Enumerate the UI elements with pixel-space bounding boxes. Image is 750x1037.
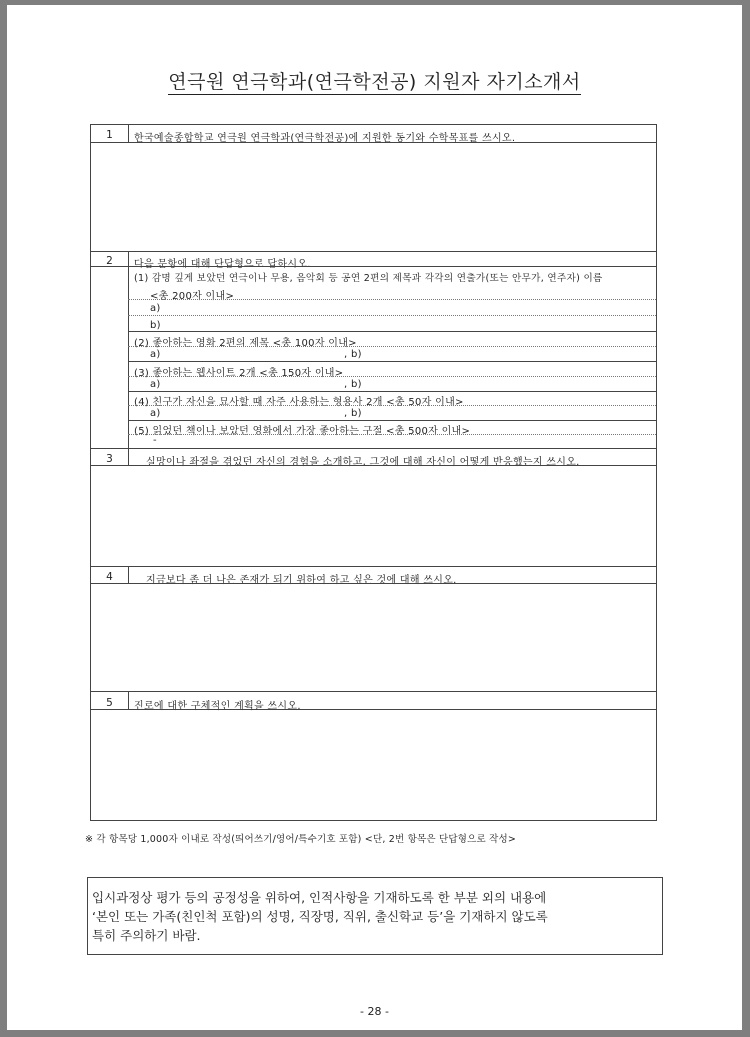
q2-sub4: (4) 친구가 자신을 묘사할 때 자주 사용하는 형용사 2개 <총 50자 이내> — [134, 397, 464, 408]
q2-sub1-answer-b: b) — [150, 320, 161, 331]
page-number: - 28 - — [360, 1005, 389, 1018]
q2-sub3: (3) 좋아하는 웹사이트 2개 <총 150자 이내> — [134, 368, 344, 379]
q2-sub1-answer-a: a) — [150, 303, 161, 314]
q2-text: 다음 문항에 대해 단답형으로 답하시오. — [134, 259, 311, 270]
q2-sub1-limit: <총 200자 이내> — [150, 291, 235, 302]
page-title: 연극원 연극학과(연극학전공) 지원자 자기소개서 — [168, 71, 581, 93]
footnote: ※ 각 항목당 1,000자 이내로 작성(띄어쓰기/영어/특수기호 포함) <단, 2번 항목은 단답형으로 작성> — [85, 834, 516, 845]
q2-sub4-answer-b: , b) — [344, 408, 362, 419]
q2-sub5: (5) 읽었던 책이나 보았던 영화에서 가장 좋아하는 구절 <총 500자 이내> — [134, 426, 471, 437]
notice-box — [87, 877, 663, 955]
q4-number: 4 — [106, 571, 113, 583]
q5-text: 진로에 대한 구체적인 계획을 쓰시오. — [134, 701, 301, 712]
q3-number: 3 — [106, 453, 113, 465]
q2-number: 2 — [106, 255, 113, 267]
q3-text: 실망이나 좌절을 겪었던 자신의 경험을 소개하고, 그것에 대해 자신이 어떻게 반응했는지 쓰시오. — [146, 457, 580, 468]
q2-sub3-answer-a: a) — [150, 379, 161, 390]
q2-sub2-answer-b: , b) — [344, 349, 362, 360]
notice-line-3: 특히 주의하기 바람. — [92, 928, 201, 943]
q2-sub2: (2) 좋아하는 영화 2편의 제목 <총 100자 이내> — [134, 338, 357, 349]
application-form — [90, 124, 657, 821]
document-page — [7, 5, 742, 1030]
q5-number: 5 — [106, 697, 113, 709]
q1-text: 한국예술종합학교 연극원 연극학과(연극학전공)에 지원한 동기와 수학목표를 쓰시오. — [134, 133, 516, 144]
q2-sub2-answer-a: a) — [150, 349, 161, 360]
notice-line-2: ‘본인 또는 가족(친인척 포함)의 성명, 직장명, 직위, 출신학교 등’을 기재하지 않도록 — [92, 909, 548, 924]
q2-sub3-answer-b: , b) — [344, 379, 362, 390]
notice-line-1: 입시과정상 평가 등의 공정성을 위하여, 인적사항을 기재하도록 한 부분 외의 내용에 — [92, 890, 547, 905]
q2-sub1: (1) 감명 깊게 보았던 연극이나 무용, 음악회 등 공연 2편의 제목과 각각의 연출가(또는 안무가, 연주자) 이름 — [134, 273, 603, 284]
q2-sub4-answer-a: a) — [150, 408, 161, 419]
q4-text: 지금보다 좀 더 나은 존재가 되기 위하여 하고 싶은 것에 대해 쓰시오. — [146, 575, 457, 586]
q1-number: 1 — [106, 129, 113, 141]
q2-sub5-dash: - — [153, 435, 157, 446]
